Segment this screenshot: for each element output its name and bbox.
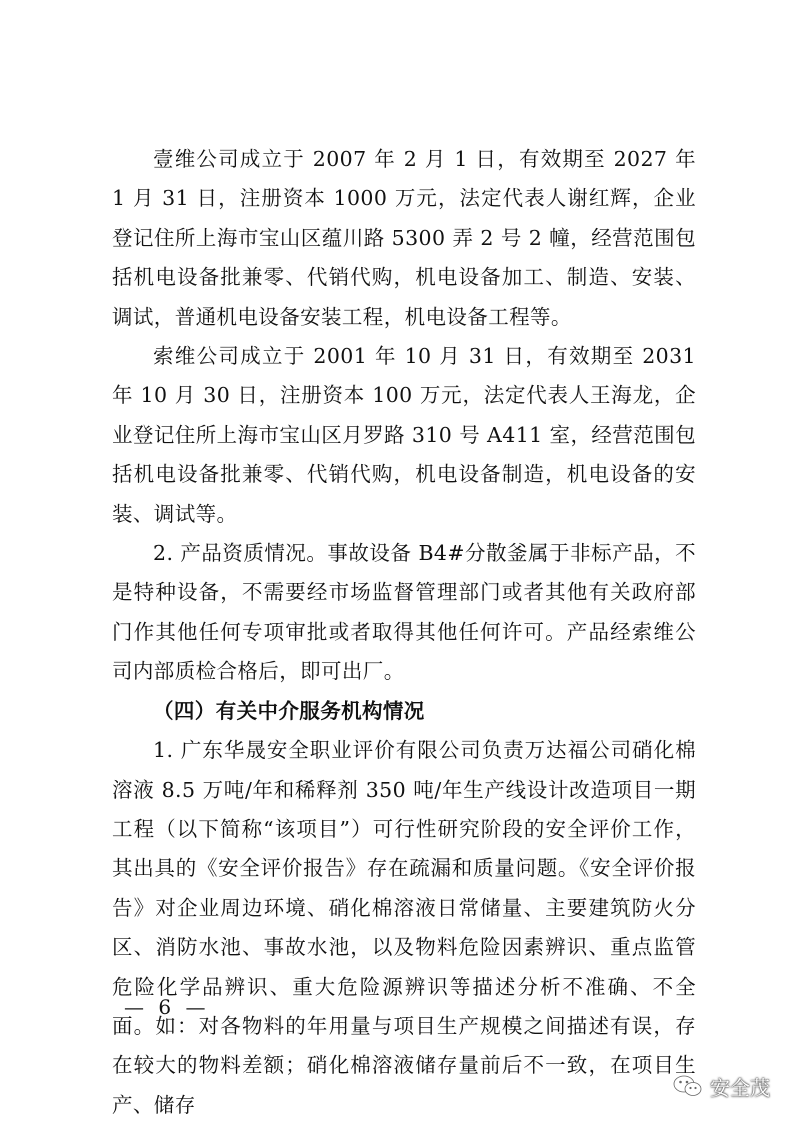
page-number: — 6 — [124,995,210,1019]
paragraph-intermediary-agency: 1. 广东华晟安全职业评价有限公司负责万达福公司硝化棉溶液 8.5 万吨/年和稀释剂 350 吨/年生产线设计改造项目一期工程（以下简称“该项目”）可行性研究阶段的安全评价工作，其出具的《安全评价报告》存在疏漏和质量问题。《安全评价报告》对企业周边环境、硝化棉溶液日常储量、主要建筑防火分区、消防水池、事故水池，以及物料危险因素辨识、重点监管危险化学品辨识、重大危险源辨识等描述分析不准确、不全面。如：对各物料的年用量与项目生产规模之间描述有误，存在较大的物料差额；硝化棉溶液储存量前后不一致，在项目生产、储存 [112,738,696,1117]
paragraph-yiwei-company: 壹维公司成立于 2007 年 2 月 1 日，有效期至 2027 年 1 月 31 日，注册资本 1000 万元，法定代表人谢红辉，企业登记住所上海市宝山区蕴川路 5300 弄 2 号 2 幢，经营范围包括机电设备批兼零、代销代购，机电设备加工、制造、安装、调试，普通机电设备安装工程，机电设备工程等。 [112,147,696,329]
document-body [112,140,696,1125]
watermark-text: 安全茂 [710,1075,770,1100]
watermark [672,1068,770,1104]
paragraph-suowei-company: 索维公司成立于 2001 年 10 月 31 日，有效期至 2031 年 10 月 30 日，注册资本 100 万元，法定代表人王海龙，企业登记住所上海市宝山区月罗路 310 号 A411 室，经营范围包括机电设备批兼零、代销代购，机电设备制造，机电设备的安装、调试等。 [112,344,696,526]
wechat-icon [672,1073,704,1099]
section-heading: （四）有关中介服务机构情况 [153,698,425,723]
paragraph-product-qualification: 2. 产品资质情况。事故设备 B4#分散釜属于非标产品，不是特种设备，不需要经市场监督管理部门或者其他有关政府部门作其他任何专项审批或者取得其他任何许可。产品经索维公司内部质检合格后，即可出厂。 [112,541,696,684]
